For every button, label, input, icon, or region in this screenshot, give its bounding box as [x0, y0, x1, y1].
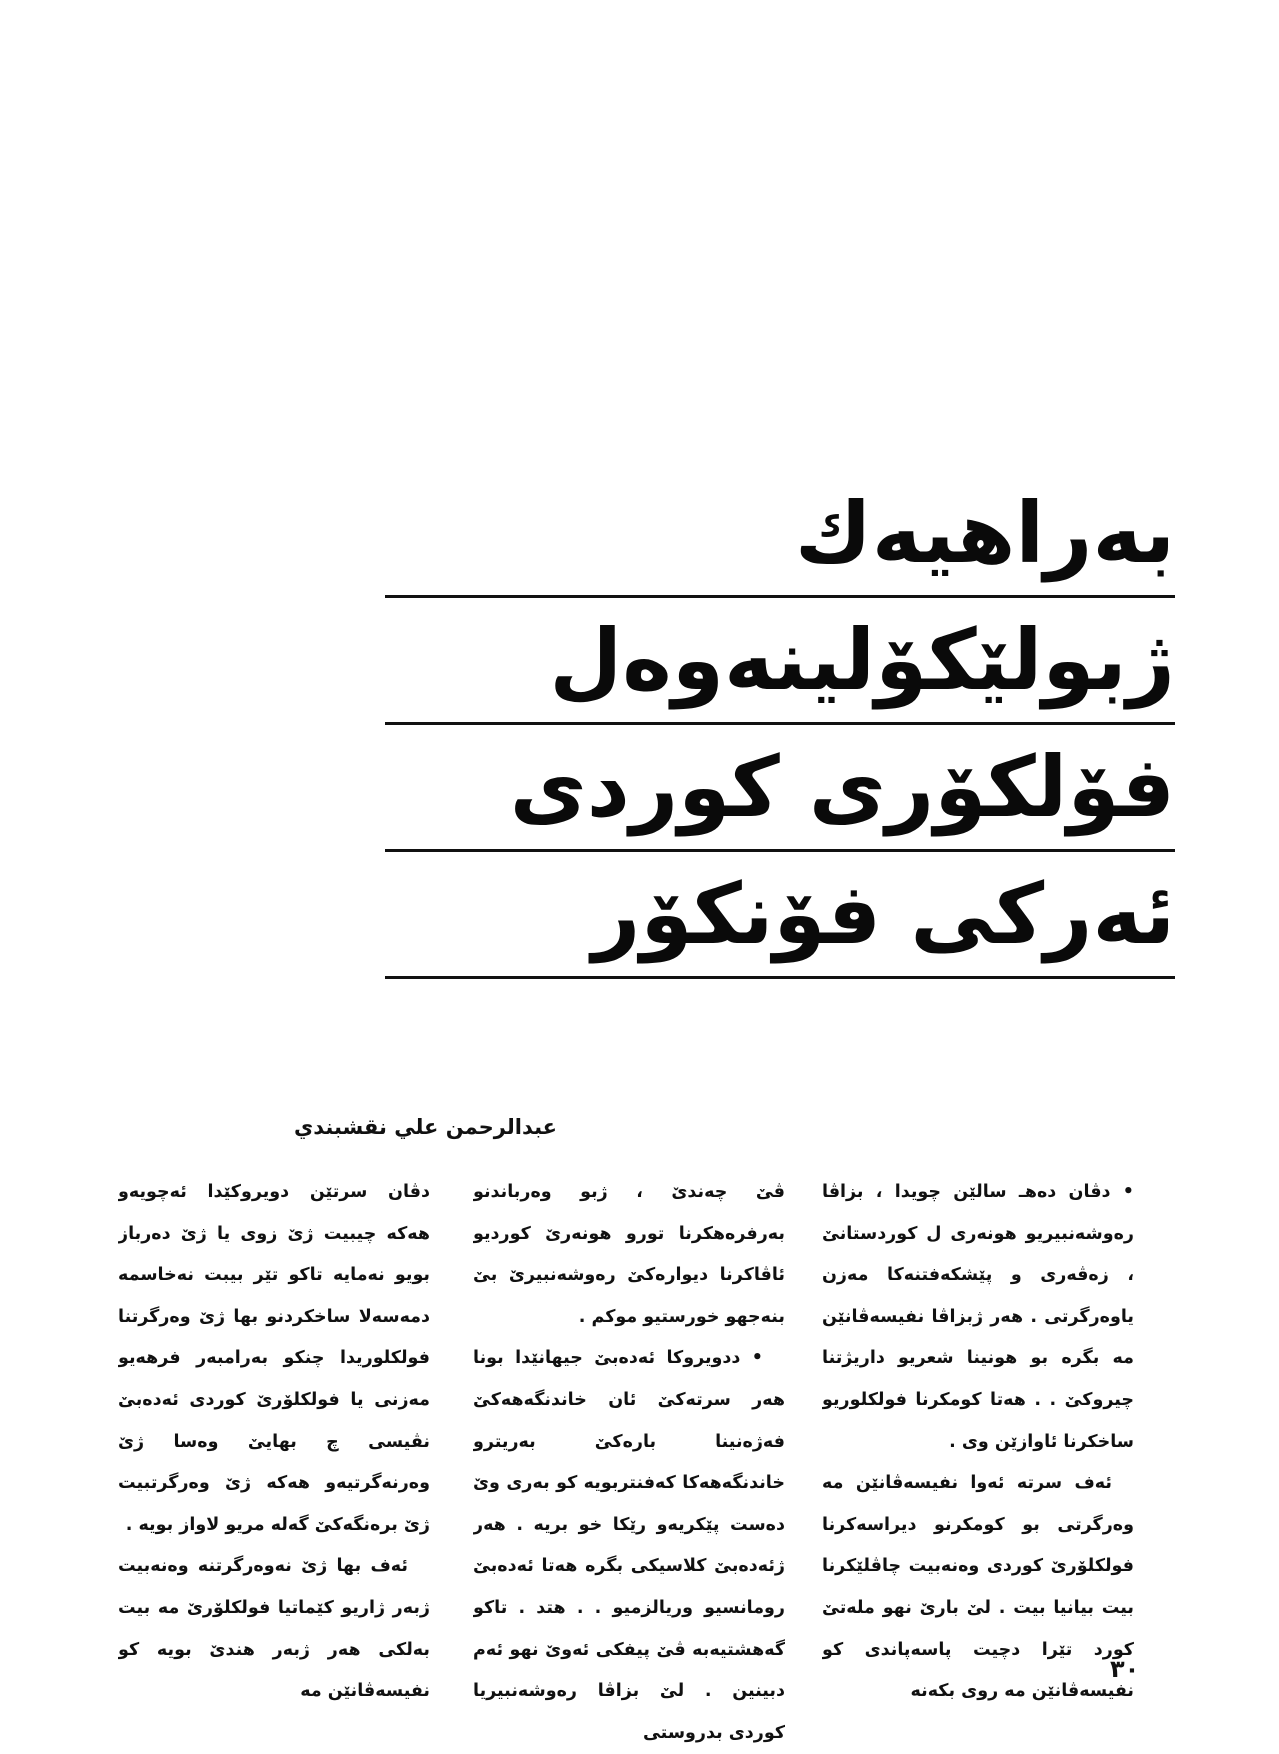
text-column-left [118, 1172, 430, 1713]
paragraph: ئەف بها ژێ نەوەرگرتنە وەنەبیت ژبەر ژاریو كێماتیا فولكلۆرێ مە بیت بەلكی هەر ژبەر هندێ بویە كو نفیسەڤانێن مە [118, 1556, 430, 1702]
text-column-middle [473, 1172, 785, 1754]
page-number: ٣٠ [1110, 1655, 1140, 1683]
title-line-1: بەراهیەك [794, 484, 1175, 582]
paragraph: ئەف سرتە ئەوا نفیسەڤانێن مە وەرگرتی بو كومكرنو دیراسەكرنا فولكلۆرێ كوردی وەنەبیت چاڤلێكرنا بیت بیانیا بیت . لێ بارێ نهو ملەتێ كورد تێرا دچیت پاسەپاندی كو نفیسەڤانێن مە روی بكەنە [822, 1473, 1134, 1702]
article-title [385, 468, 1175, 979]
title-line-4: ئەركی فۆنكۆر [592, 865, 1175, 963]
paragraph: ڤێ چەندێ ، ژبو وەرباندنو بەرفرەهكرنا تورو هونەرێ كوردیو ئاڤاكرنا دیوارەكێ رەوشەنبیرێ بێ بنەجهو خورستیو موكم . [473, 1182, 785, 1327]
title-divider-4 [385, 976, 1175, 979]
paragraph: • ددویروكا ئەدەبێ جیهانێدا بونا هەر سرتەكێ ئان خاندنگەهەكێ فەژەنینا بارەكێ بەریترو خاندنگەهەكا كەفنتربویە كو بەری وێ دەست پێكریەو رێكا خو بریە . هەر ژئەدەبێ كلاسیكی بگرە هەتا ئەدەبێ رومانسیو وریالزمیو . . هتد . تاكو گەهشتیەبە ڤێ پیفكی ئەوێ نهو ئەم دبینین . لێ بزاڤا رەوشەنبیریا كوردی بدروستی [473, 1348, 785, 1743]
title-line-2: ژبولێكۆلینەوەل [549, 611, 1175, 709]
author-name: عبدالرحمن علي نقشبندي [294, 1115, 557, 1139]
title-line-3: فۆلكۆری كوردی [509, 738, 1175, 836]
paragraph: • دڤان دەهـ سالێن چویدا ، بزاڤا رەوشەنبیریو هونەری ل كوردستانێ ، زەڤەری و پێشكەفتنەكا مەزن یاوەرگرتی . هەر ژبزاڤا نفیسەڤانێن مە بگرە بو هونینا شعریو داریژتنا چیروكێ . . هەتا كومكرنا فولكلوریو ساخكرنا ئاوازێن وی . [822, 1182, 1134, 1452]
text-column-right [822, 1172, 1134, 1713]
paragraph: دڤان سرتێن دویروكێدا ئەچویەو هەكە چیبیت ژێ زوی یا ژێ دەرباز بویو نەمایە تاكو تێر بیبت نەخاسمە دمەسەلا ساخكردنو بها ژێ وەرگرتنا فولكلوریدا چنكو بەرامبەر فرهەیو مەزنی یا فولكلۆرێ كوردی ئەدەبێ نڤیسی چ بهایێ وەسا ژێ وەرنەگرتیەو هەكە ژێ وەرگرتبیت ژێ برەنگەكێ گەلە مریو لاواز بویە . [118, 1182, 430, 1535]
